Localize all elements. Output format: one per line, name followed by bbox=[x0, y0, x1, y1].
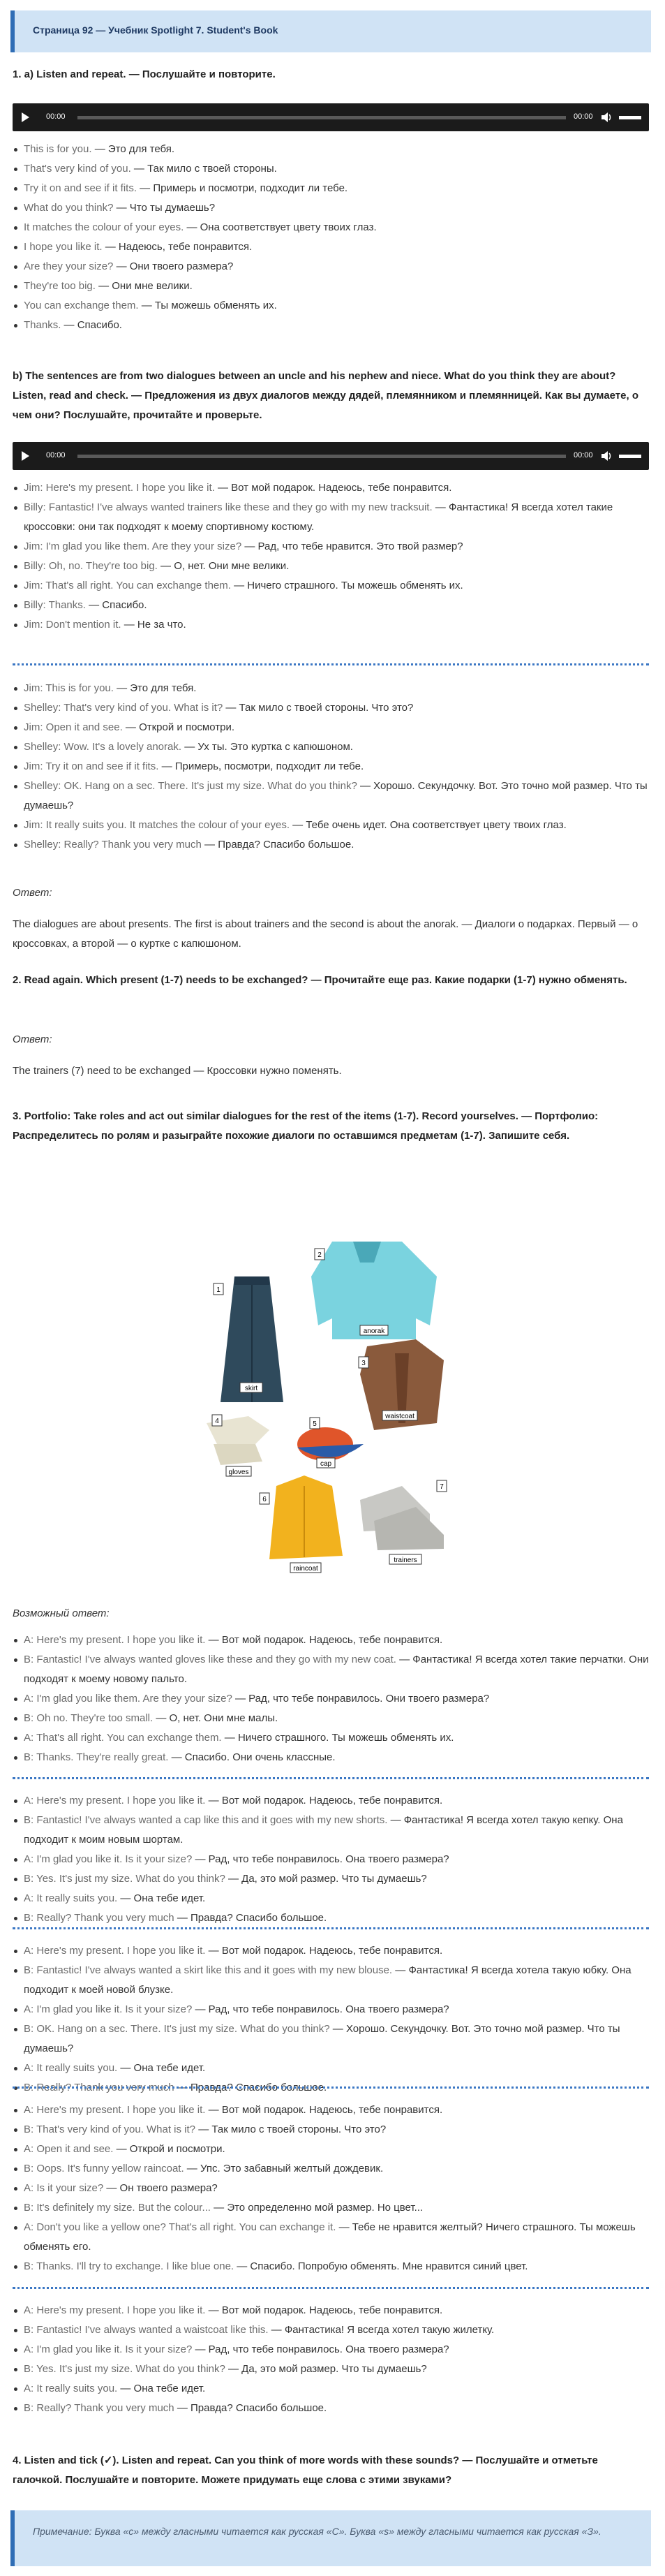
english-phrase: Shelley: Really? Thank you very much bbox=[24, 839, 202, 851]
picture-label: trainers bbox=[394, 1556, 417, 1564]
english-phrase: A: I'm glad you like it. Is it your size? bbox=[24, 2003, 193, 2015]
picture-number: 6 bbox=[262, 1496, 267, 1503]
english-phrase: That's very kind of you. bbox=[24, 163, 131, 175]
list-item bbox=[13, 816, 649, 835]
russian-translation: — Рад, что тебе понравилось. Она твоего размера? bbox=[192, 1853, 449, 1865]
list-item bbox=[13, 537, 649, 557]
list-item bbox=[13, 2399, 649, 2418]
russian-translation: — Это для тебя. bbox=[113, 682, 197, 694]
picture-label: raincoat bbox=[293, 1565, 318, 1573]
note-text: Примечание: Буква «c» между гласными читается как русская «С». Буква «s» между гласными читается как русская «З». bbox=[33, 2526, 602, 2537]
english-phrase: A: It really suits you. bbox=[24, 2062, 118, 2074]
list-item bbox=[13, 2000, 649, 2019]
list-item bbox=[13, 2360, 649, 2379]
list-item bbox=[13, 237, 649, 257]
answer-label: Возможный ответ: bbox=[13, 1607, 110, 1619]
volume-slider[interactable] bbox=[619, 116, 641, 119]
russian-translation: — Ничего страшного. Ты можешь обменять их. bbox=[230, 580, 463, 591]
picture-number: 1 bbox=[216, 1286, 221, 1294]
russian-translation: — Вот мой подарок. Надеюсь, тебе понравится. bbox=[205, 2104, 443, 2116]
russian-translation: — Она тебе идет. bbox=[117, 1892, 206, 1904]
english-phrase: B: Yes. It's just my size. What do you think? bbox=[24, 1873, 225, 1885]
trainers-illustration bbox=[360, 1486, 444, 1550]
english-phrase: Thanks. bbox=[24, 319, 61, 331]
list-item bbox=[13, 218, 649, 237]
list-item bbox=[13, 757, 649, 777]
english-phrase: Jim: It really suits you. It matches the colour of your eyes. bbox=[24, 819, 290, 831]
list-item bbox=[13, 296, 649, 316]
english-phrase: Jim: That's all right. You can exchange them. bbox=[24, 580, 231, 591]
english-phrase: B: Fantastic! I've always wanted a skirt like this and it goes with my new blouse. bbox=[24, 1964, 393, 1976]
list-item bbox=[13, 1728, 649, 1748]
russian-translation: — Спасибо. bbox=[85, 599, 147, 611]
english-phrase: A: That's all right. You can exchange them. bbox=[24, 1732, 222, 1744]
russian-translation: — Правда? Спасибо большое. bbox=[201, 839, 354, 851]
list-item bbox=[13, 257, 649, 277]
russian-translation: — Так мило с твоей стороны. Что это? bbox=[195, 2124, 387, 2135]
russian-translation: — Вот мой подарок. Надеюсь, тебе понравится. bbox=[205, 2304, 443, 2316]
russian-translation: — О, нет. Они мне велики. bbox=[157, 560, 290, 572]
total-time: 00:00 bbox=[574, 451, 593, 459]
list-item bbox=[13, 2120, 649, 2140]
clothing-picture bbox=[193, 1221, 472, 1591]
english-phrase: You can exchange them. bbox=[24, 300, 139, 311]
current-time: 00:00 bbox=[46, 112, 66, 121]
russian-translation: — Рад, что тебе понравилось. Она твоего размера? bbox=[192, 2343, 449, 2355]
russian-translation: — Правда? Спасибо большое. bbox=[174, 2402, 327, 2414]
russian-translation: — Это для тебя. bbox=[91, 143, 175, 155]
english-phrase: I hope you like it. bbox=[24, 241, 103, 253]
list-item bbox=[13, 718, 649, 737]
english-phrase: Shelley: Wow. It's a lovely anorak. bbox=[24, 741, 182, 753]
english-phrase: Are they your size? bbox=[24, 260, 114, 272]
sample-dialogue-list bbox=[13, 1941, 649, 2098]
english-phrase: A: Here's my present. I hope you like it. bbox=[24, 1634, 206, 1646]
dotted-divider bbox=[13, 1927, 649, 1929]
english-phrase: A: I'm glad you like them. Are they your size? bbox=[24, 1693, 232, 1705]
audio-player-2[interactable] bbox=[13, 442, 649, 470]
russian-translation: — Они твоего размера? bbox=[113, 260, 234, 272]
russian-translation: — Фантастика! Я всегда хотел такую кепку. Она подходит к моим новым шортам. bbox=[24, 1814, 623, 1846]
english-phrase: B: Oops. It's funny yellow raincoat. bbox=[24, 2163, 184, 2174]
list-item bbox=[13, 576, 649, 596]
page-header-banner bbox=[10, 10, 651, 52]
russian-translation: — Вот мой подарок. Надеюсь, тебе понравится. bbox=[205, 1945, 443, 1957]
english-phrase: B: Really? Thank you very much bbox=[24, 2402, 174, 2414]
list-item bbox=[13, 478, 649, 498]
english-phrase: B: Fantastic! I've always wanted gloves like these and they go with my new coat. bbox=[24, 1654, 396, 1665]
russian-translation: — Спасибо. bbox=[61, 319, 122, 331]
list-item bbox=[13, 1961, 649, 2000]
list-item bbox=[13, 2019, 649, 2059]
russian-translation: — Рад, что тебе нравится. Это твой размер? bbox=[241, 540, 463, 552]
russian-translation: — Это определенно мой размер. Но цвет... bbox=[210, 2202, 424, 2214]
list-item bbox=[13, 1791, 649, 1811]
english-phrase: Jim: I'm glad you like them. Are they your size? bbox=[24, 540, 242, 552]
picture-label: gloves bbox=[228, 1469, 249, 1476]
english-phrase: They're too big. bbox=[24, 280, 96, 292]
audio-player-1[interactable] bbox=[13, 103, 649, 131]
english-phrase: B: Really? Thank you very much bbox=[24, 1912, 174, 1924]
english-phrase: B: Fantastic! I've always wanted a cap like this and it goes with my new shorts. bbox=[24, 1814, 388, 1826]
russian-translation: — Надеюсь, тебе понравится. bbox=[102, 241, 253, 253]
russian-translation: — Фантастика! Я всегда хотел такие перчатки. Они подходят к моему новому пальто. bbox=[24, 1654, 649, 1685]
volume-slider[interactable] bbox=[619, 455, 641, 458]
progress-slider[interactable] bbox=[77, 455, 566, 458]
picture-label: anorak bbox=[363, 1327, 385, 1335]
russian-translation: — Открой и посмотри. bbox=[122, 721, 235, 733]
list-item bbox=[13, 2320, 649, 2340]
list-item bbox=[13, 1941, 649, 1961]
note-box bbox=[10, 2510, 651, 2566]
list-item bbox=[13, 737, 649, 757]
english-phrase: B: Really? Thank you very much bbox=[24, 2082, 174, 2093]
cap-illustration bbox=[297, 1427, 364, 1461]
english-phrase: A: Here's my present. I hope you like it. bbox=[24, 1945, 206, 1957]
list-item bbox=[13, 2301, 649, 2320]
english-phrase: A: Here's my present. I hope you like it. bbox=[24, 2304, 206, 2316]
russian-translation: — Правда? Спасибо большое. bbox=[174, 1912, 327, 1924]
russian-translation: — Вот мой подарок. Надеюсь, тебе понравится. bbox=[205, 1634, 443, 1646]
list-item bbox=[13, 2159, 649, 2179]
list-item bbox=[13, 2379, 649, 2399]
list-item bbox=[13, 1709, 649, 1728]
dotted-divider bbox=[13, 663, 649, 665]
russian-translation: — Она тебе идет. bbox=[117, 2383, 206, 2394]
picture-number: 7 bbox=[440, 1483, 444, 1491]
russian-translation: — Спасибо. Попробую обменять. Мне нравится синий цвет. bbox=[234, 2260, 528, 2272]
english-phrase: Shelley: That's very kind of you. What is it? bbox=[24, 702, 223, 714]
russian-translation: — Она тебе идет. bbox=[117, 2062, 206, 2074]
russian-translation: — Да, это мой размер. Что ты думаешь? bbox=[225, 2363, 427, 2375]
russian-translation: — Так мило с твоей стороны. bbox=[130, 163, 277, 175]
list-item bbox=[13, 835, 649, 855]
list-item bbox=[13, 198, 649, 218]
list-item bbox=[13, 596, 649, 615]
volume-icon[interactable] bbox=[601, 112, 612, 123]
russian-translation: — Вот мой подарок. Надеюсь, тебе понравится. bbox=[205, 1795, 443, 1806]
answer-label: Ответ: bbox=[13, 887, 52, 899]
english-phrase: B: That's very kind of you. What is it? bbox=[24, 2124, 196, 2135]
list-item bbox=[13, 2198, 649, 2218]
english-phrase: Jim: Open it and see. bbox=[24, 721, 123, 733]
list-item bbox=[13, 679, 649, 698]
list-item bbox=[13, 1850, 649, 1869]
russian-translation: — Ты можешь обменять их. bbox=[138, 300, 277, 311]
russian-translation: — Примерь, посмотри, подходит ли тебе. bbox=[158, 760, 364, 772]
page-title: Страница 92 — Учебник Spotlight 7. Student's Book bbox=[33, 24, 278, 36]
answer-label: Ответ: bbox=[13, 1033, 52, 1045]
english-phrase: B: Yes. It's just my size. What do you think? bbox=[24, 2363, 225, 2375]
list-item bbox=[13, 698, 649, 718]
english-phrase: Jim: Try it on and see if it fits. bbox=[24, 760, 159, 772]
answer-text: The dialogues are about presents. The first is about trainers and the second is about the anorak. — Диалоги о подарках. Первый — о кроссовках, а второй — о куртке с капюшоном. bbox=[13, 918, 638, 950]
raincoat-illustration bbox=[269, 1475, 343, 1559]
english-phrase: A: It really suits you. bbox=[24, 1892, 118, 1904]
russian-translation: — Рад, что тебе понравилось. Она твоего размера? bbox=[192, 2003, 449, 2015]
list-item bbox=[13, 2059, 649, 2078]
russian-translation: — О, нет. Они мне малы. bbox=[153, 1712, 278, 1724]
exercise-3-heading: 3. Portfolio: Take roles and act out similar dialogues for the rest of the items (1-7). Record yourselves. — Портфолио: Распределитесь по ролям и разыграйте похожие диалоги по оставшимся предметам (1-7). Запишите себя. bbox=[13, 1110, 599, 1142]
list-item bbox=[13, 277, 649, 296]
exercise-2-heading: 2. Read again. Which present (1-7) needs to be exchanged? — Прочитайте еще раз. Какие подарки (1-7) нужно обменять. bbox=[13, 974, 627, 986]
russian-translation: — Ничего страшного. Ты можешь обменять их. bbox=[221, 1732, 454, 1744]
russian-translation: — Примерь и посмотри, подходит ли тебе. bbox=[137, 182, 348, 194]
russian-translation: — Спасибо. Они очень классные. bbox=[168, 1751, 336, 1763]
english-phrase: B: Thanks. They're really great. bbox=[24, 1751, 169, 1763]
exercise-1b-heading: b) The sentences are from two dialogues between an uncle and his nephew and niece. What do you think they are about? Listen, read and check. — Предложения из двух диалогов между дядей, племянником и племянницей. Как вы думаете, о чем они? Послушайте, прочитайте и проверьте. bbox=[13, 370, 638, 421]
russian-translation: — Тебе не нравится желтый? Ничего страшного. Ты можешь обменять его. bbox=[24, 2221, 636, 2253]
list-item bbox=[13, 557, 649, 576]
russian-translation: — Правда? Спасибо большое. bbox=[174, 2082, 327, 2093]
english-phrase: Jim: Here's my present. I hope you like it. bbox=[24, 482, 215, 494]
english-phrase: Billy: Thanks. bbox=[24, 599, 86, 611]
list-item bbox=[13, 615, 649, 635]
russian-translation: — Он твоего размера? bbox=[103, 2182, 218, 2194]
list-item bbox=[13, 1889, 649, 1908]
russian-translation: — Не за что. bbox=[121, 619, 186, 631]
russian-translation: — Открой и посмотри. bbox=[113, 2143, 225, 2155]
dialogue-2-list bbox=[13, 679, 649, 855]
exercise-1a-heading: 1. a) Listen and repeat. — Послушайте и повторите. bbox=[13, 68, 276, 80]
list-item bbox=[13, 2218, 649, 2257]
dotted-divider bbox=[13, 2287, 649, 2289]
english-phrase: B: It's definitely my size. But the colour... bbox=[24, 2202, 211, 2214]
play-icon[interactable] bbox=[22, 112, 29, 122]
russian-translation: — Фантастика! Я всегда хотел такую жилетку. bbox=[268, 2324, 495, 2336]
russian-translation: — Так мило с твоей стороны. Что это? bbox=[223, 702, 414, 714]
english-phrase: Billy: Oh, no. They're too big. bbox=[24, 560, 158, 572]
list-item bbox=[13, 2179, 649, 2198]
list-item bbox=[13, 498, 649, 537]
english-phrase: A: I'm glad you like it. Is it your size? bbox=[24, 1853, 193, 1865]
list-item bbox=[13, 1689, 649, 1709]
english-phrase: A: I'm glad you like it. Is it your size? bbox=[24, 2343, 193, 2355]
picture-label: waistcoat bbox=[385, 1413, 414, 1420]
current-time: 00:00 bbox=[46, 451, 66, 459]
picture-label: cap bbox=[320, 1460, 332, 1468]
russian-translation: — Тебе очень идет. Она соответствует цвету твоих глаз. bbox=[289, 819, 567, 831]
english-phrase: Shelley: OK. Hang on a sec. There. It's just my size. What do you think? bbox=[24, 780, 357, 792]
russian-translation: — Вот мой подарок. Надеюсь, тебе понравится. bbox=[214, 482, 452, 494]
russian-translation: — Хорошо. Секундочку. Вот. Это точно мой размер. Что ты думаешь? bbox=[24, 2023, 620, 2054]
picture-number: 4 bbox=[215, 1418, 219, 1425]
list-item bbox=[13, 1869, 649, 1889]
picture-number: 5 bbox=[313, 1420, 317, 1428]
progress-slider[interactable] bbox=[77, 116, 566, 119]
english-phrase: Jim: Don't mention it. bbox=[24, 619, 121, 631]
sample-dialogue-list bbox=[13, 2100, 649, 2276]
picture-label: skirt bbox=[244, 1385, 258, 1392]
english-phrase: This is for you. bbox=[24, 143, 92, 155]
russian-translation: — Упс. Это забавный желтый дождевик. bbox=[184, 2163, 384, 2174]
total-time: 00:00 bbox=[574, 112, 593, 121]
list-item bbox=[13, 159, 649, 179]
list-item bbox=[13, 1650, 649, 1689]
russian-translation: — Да, это мой размер. Что ты думаешь? bbox=[225, 1873, 427, 1885]
russian-translation: — Она соответствует цвету твоих глаз. bbox=[184, 221, 377, 233]
picture-number: 3 bbox=[361, 1360, 366, 1367]
english-phrase: A: Is it your size? bbox=[24, 2182, 104, 2194]
english-phrase: B: Thanks. I'll try to exchange. I like blue one. bbox=[24, 2260, 234, 2272]
anorak-illustration bbox=[311, 1242, 437, 1339]
list-item bbox=[13, 179, 649, 198]
exercise-4-heading: 4. Listen and tick (✓). Listen and repeat. Can you think of more words with these sounds? — Послушайте и отметьте галочкой. Послушайте и повторите. Можете придумать еще слова с этими звуками? bbox=[13, 2454, 598, 2486]
english-phrase: A: It really suits you. bbox=[24, 2383, 118, 2394]
phrase-list bbox=[13, 140, 649, 335]
dotted-divider bbox=[13, 1777, 649, 1779]
list-item bbox=[13, 1811, 649, 1850]
sample-dialogue-list bbox=[13, 2301, 649, 2418]
play-icon[interactable] bbox=[22, 451, 29, 461]
sample-dialogue-list bbox=[13, 1631, 649, 1767]
russian-translation: — Что ты думаешь? bbox=[113, 202, 216, 214]
dialogue-1-list bbox=[13, 478, 649, 635]
english-phrase: A: Open it and see. bbox=[24, 2143, 114, 2155]
english-phrase: A: Here's my present. I hope you like it. bbox=[24, 1795, 206, 1806]
list-item bbox=[13, 1748, 649, 1767]
list-item bbox=[13, 1908, 649, 1928]
russian-translation: — Фантастика! Я всегда хотел такие кроссовки: они так подходят к моему спортивному костюму. bbox=[24, 501, 613, 533]
list-item bbox=[13, 316, 649, 335]
english-phrase: What do you think? bbox=[24, 202, 114, 214]
answer-text: The trainers (7) need to be exchanged — Кроссовки нужно поменять. bbox=[13, 1065, 342, 1077]
list-item bbox=[13, 2257, 649, 2276]
russian-translation: — Они мне велики. bbox=[95, 280, 193, 292]
dotted-divider bbox=[13, 2086, 649, 2089]
list-item bbox=[13, 140, 649, 159]
english-phrase: Billy: Fantastic! I've always wanted trainers like these and they go with my new tracksuit. bbox=[24, 501, 433, 513]
english-phrase: A: Here's my present. I hope you like it. bbox=[24, 2104, 206, 2116]
english-phrase: A: Don't you like a yellow one? That's all right. You can exchange it. bbox=[24, 2221, 336, 2233]
list-item bbox=[13, 2340, 649, 2360]
list-item bbox=[13, 2100, 649, 2120]
russian-translation: — Хорошо. Секундочку. Вот. Это точно мой размер. Что ты думаешь? bbox=[24, 780, 648, 811]
english-phrase: B: Fantastic! I've always wanted a waistcoat like this. bbox=[24, 2324, 269, 2336]
list-item bbox=[13, 1631, 649, 1650]
russian-translation: — Ух ты. Это куртка с капюшоном. bbox=[181, 741, 353, 753]
list-item bbox=[13, 2140, 649, 2159]
english-phrase: B: Oh no. They're too small. bbox=[24, 1712, 154, 1724]
english-phrase: Try it on and see if it fits. bbox=[24, 182, 137, 194]
volume-icon[interactable] bbox=[601, 450, 612, 462]
english-phrase: It matches the colour of your eyes. bbox=[24, 221, 184, 233]
english-phrase: Jim: This is for you. bbox=[24, 682, 114, 694]
sample-dialogue-list bbox=[13, 1791, 649, 1928]
russian-translation: — Фантастика! Я всегда хотела такую юбку. Она подходит к моей новой блузке. bbox=[24, 1964, 632, 1996]
english-phrase: B: OK. Hang on a sec. There. It's just my size. What do you think? bbox=[24, 2023, 330, 2035]
list-item bbox=[13, 777, 649, 816]
russian-translation: — Рад, что тебе понравилось. Они твоего размера? bbox=[232, 1693, 490, 1705]
picture-number: 2 bbox=[317, 1251, 322, 1259]
